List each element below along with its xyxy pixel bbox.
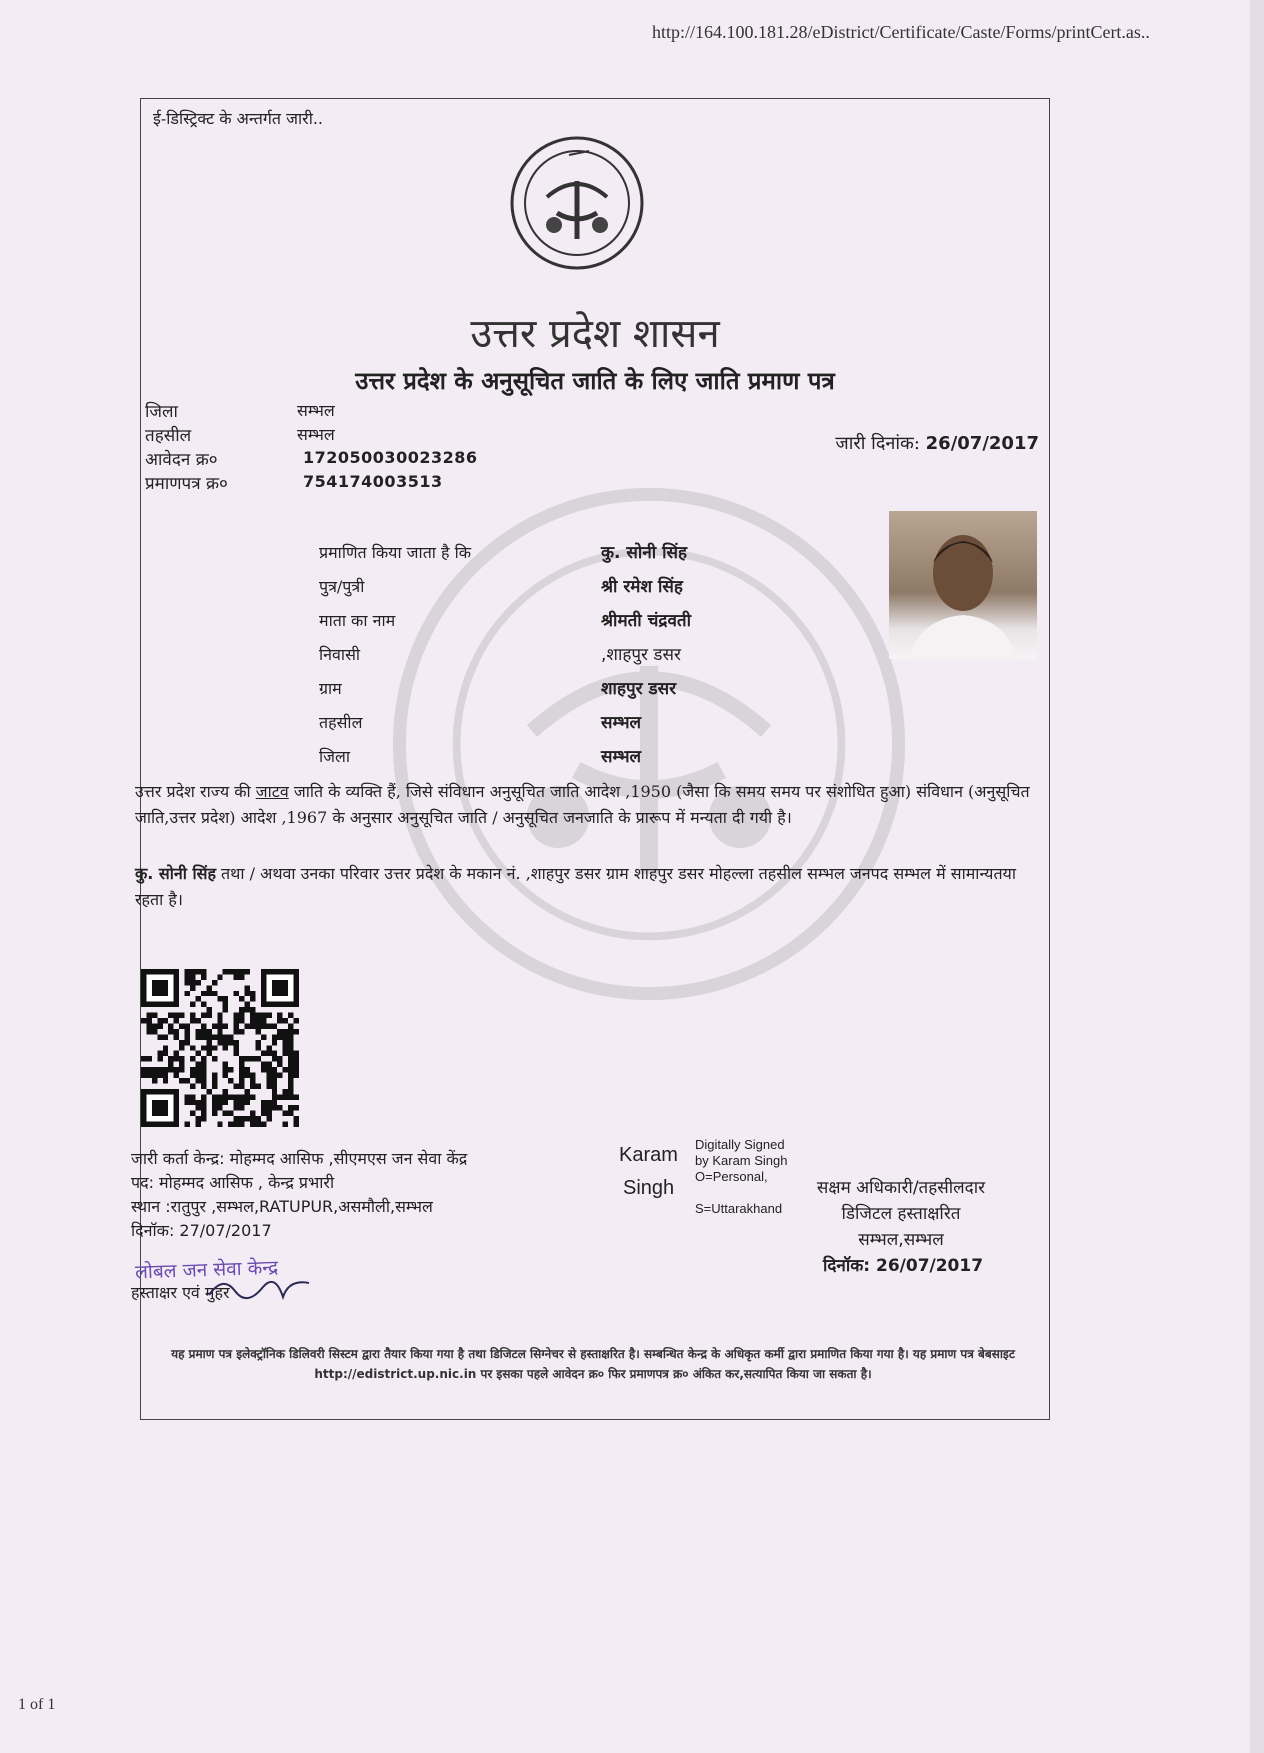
detail-value-mother: श्रीमती चंद्रवती <box>601 611 691 631</box>
digital-signature-line2: by Karam Singh <box>695 1153 788 1168</box>
para2-name: कु. सोनी सिंह <box>135 864 216 883</box>
digital-signature-line4: S=Uttarakhand <box>695 1201 783 1216</box>
detail-label-district: जिला <box>319 747 351 766</box>
detail-value-name: कु. सोनी सिंह <box>601 543 688 563</box>
digital-signer-name-2: Singh <box>623 1177 675 1199</box>
certificate-title: उत्तर प्रदेश के अनुसूचित जाति के लिए जाति प्रमाण पत्र <box>355 367 835 395</box>
detail-value-district: सम्भल <box>601 747 642 767</box>
tehsil-label: तहसील <box>145 426 192 446</box>
tehsil-value: सम्भल <box>297 425 335 444</box>
header-url: http://164.100.181.28/eDistrict/Certificate/Caste/Forms/printCert.as.. <box>652 22 1150 42</box>
detail-label-certified: प्रमाणित किया जाता है कि <box>319 543 472 562</box>
issue-date-value: 26/07/2017 <box>925 433 1039 454</box>
detail-value-father: श्री रमेश सिंह <box>601 577 683 597</box>
certificate-number-label: प्रमाणपत्र क्र० <box>145 474 228 494</box>
applicant-photo <box>889 511 1037 659</box>
qr-code-icon <box>141 969 299 1127</box>
detail-value-tehsil: सम्भल <box>601 713 642 733</box>
certificate-frame <box>131 98 1050 1420</box>
caste-declaration-paragraph <box>135 779 1035 831</box>
issue-date <box>835 431 1039 455</box>
issuing-center: जारी कर्ता केन्द्र: मोहम्मद आसिफ ,सीएमएस जन सेवा केंद्र <box>131 1149 468 1168</box>
detail-label-child-of: पुत्र/पुत्री <box>319 577 365 596</box>
scan-edge <box>1250 0 1264 1753</box>
district-value: सम्भल <box>297 401 335 420</box>
detail-label-tehsil: तहसील <box>319 713 363 732</box>
application-number-label: आवेदन क्र० <box>145 450 218 470</box>
para1-before: उत्तर प्रदेश राज्य की <box>135 782 256 801</box>
detail-label-mother: माता का नाम <box>319 611 396 630</box>
purple-stamp: लोबल जन सेवा केन्द्र <box>134 1256 279 1284</box>
issue-date-label: जारी दिनांक: <box>835 433 920 454</box>
handwritten-signature-icon <box>205 1269 315 1305</box>
detail-label-village: ग्राम <box>319 679 342 698</box>
digital-signature-line3: O=Personal, <box>695 1169 768 1184</box>
detail-value-resident: ,शाहपुर डसर <box>601 645 681 665</box>
issuer-post: पद: मोहम्मद आसिफ , केन्द्र प्रभारी <box>131 1173 335 1192</box>
detail-label-resident: निवासी <box>319 645 361 664</box>
government-title: उत्तर प्रदेश शासन <box>470 311 720 357</box>
issued-under-text: ई-डिस्ट्रिक्ट के अन्तर्गत जारी.. <box>153 109 324 128</box>
issuer-date: दिनॉक: 27/07/2017 <box>131 1221 272 1240</box>
digital-signer-name-1: Karam <box>619 1144 678 1166</box>
footer-note: यह प्रमाण पत्र इलेक्ट्रॉनिक डिलिवरी सिस्टम द्वारा तैयार किया गया है तथा डिजिटल सिग्नेचर से हस्ताक्षरित है। सम्बन्धित केन्द्र के अधिकृत कर्मी द्वारा प्रमाणित किया गया है। यह प्रमाण पत्र बेबसाइट http://edistrict.up.nic.in पर इसका पहले आवेदन क्र० फिर प्रमाणपत्र क्र० अंकित कर,सत्यापित किया जा सकता है। <box>171 1347 1015 1381</box>
signature-label: हस्ताक्षर एवं मुहर <box>131 1283 230 1302</box>
up-govt-emblem-icon <box>509 135 645 271</box>
authority-date: दिनॉक: 26/07/2017 <box>822 1256 984 1276</box>
page-number: 1 of 1 <box>18 1696 56 1713</box>
para2-text: तथा / अथवा उनका परिवार उत्तर प्रदेश के मकान नं. ,शाहपुर डसर ग्राम शाहपुर डसर मोहल्ला तहसील सम्भल जनपद सम्भल में सामान्यतया रहता है। <box>135 864 1016 909</box>
issuer-place: स्थान :रातुपुर ,सम्भल,RATUPUR,असमौली,सम्भल <box>131 1197 433 1216</box>
district-label: जिला <box>145 402 178 422</box>
residence-paragraph <box>135 861 1035 913</box>
para1-after: जाति के व्यक्ति हैं, जिसे संविधान अनुसूचित जाति आदेश ,1950 (जैसा कि समय समय पर संशोधित हुआ) संविधान (अनुसूचित जाति,उत्तर प्रदेश) आदेश ,1967 के अनुसार अनुसूचित जाति / अनुसूचित जनजाति के प्रारूप में मन्यता दी गयी है। <box>135 782 1030 827</box>
caste-name: जाटव <box>255 782 289 801</box>
authority-digital-signed: डिजिटल हस्ताक्षरित <box>841 1204 961 1224</box>
authority-designation: सक्षम अधिकारी/तहसीलदार <box>816 1178 986 1198</box>
certificate-number-value: 754174003513 <box>303 472 443 491</box>
person-photo-icon <box>889 511 1037 659</box>
authority-location: सम्भल,सम्भल <box>858 1230 944 1250</box>
application-number-value: 172050030023286 <box>303 448 478 467</box>
digital-signature-line1: Digitally Signed <box>695 1137 785 1152</box>
detail-value-village: शाहपुर डसर <box>601 679 677 699</box>
